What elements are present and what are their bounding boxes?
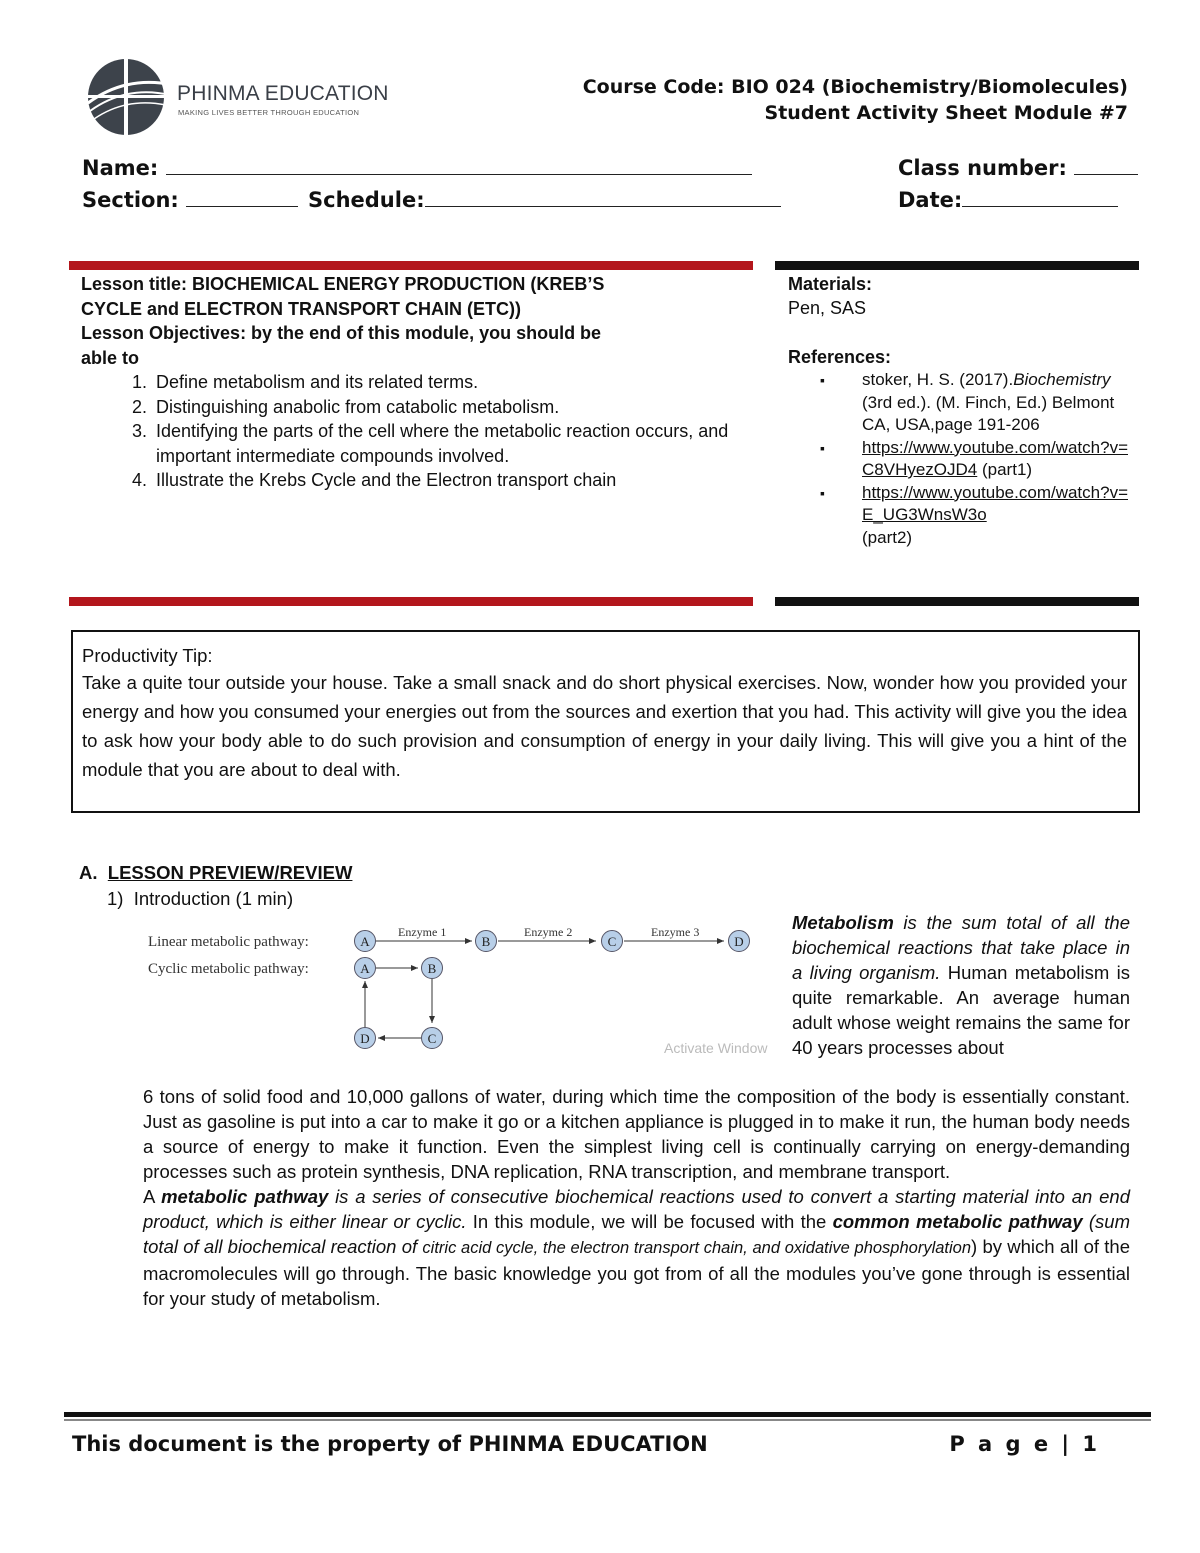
reference-text: stoker, H. S. (2017). — [862, 370, 1014, 389]
node-b: B — [481, 934, 491, 949]
common-pathway-term: common metabolic pathway — [832, 1211, 1083, 1232]
reference-item — [820, 437, 1133, 482]
page-number: P a g e | 1 — [949, 1432, 1100, 1456]
introduction-heading — [107, 888, 293, 910]
intro-number: 1) — [107, 888, 124, 909]
node-c: C — [607, 934, 617, 949]
footer-property-note: This document is the property of PHINMA EDUCATION — [72, 1432, 708, 1456]
node-b: B — [427, 961, 437, 976]
section-title: LESSON PREVIEW/REVIEW — [107, 862, 353, 883]
name-field[interactable] — [82, 156, 752, 180]
section-letter: A. — [79, 862, 98, 883]
node-a: A — [360, 961, 370, 976]
metabolic-pathway-def: is a series of consecutive biochemical reactions used to convert a starting material into an end product, which is either linear or cyclic. — [143, 1186, 1130, 1232]
logo-name: PHINMA EDUCATION — [177, 82, 389, 105]
lesson-panel — [81, 272, 741, 493]
schedule-label: Schedule: — [308, 188, 425, 212]
metabolic-pathway-diagram — [140, 920, 780, 1060]
cyclic-pathway-label: Cyclic metabolic pathway: — [148, 961, 309, 977]
node-d: D — [360, 1031, 370, 1046]
enzyme-label: Enzyme 1 — [398, 925, 447, 939]
lesson-title: Lesson title: BIOCHEMICAL ENERGY PRODUCTION (KREB’S — [81, 274, 605, 294]
tip-text: Take a quite tour outside your house. Take a small snack and do short physical exercises. Now, wonder how you provided your energy and how you consumed your energies out from the sources and exertion that you had. This activity will give you the idea to ask how your body able to do such provision and consumption of energy in your daily living. This will give you a hint of the module that you are about to deal with. — [82, 672, 1127, 780]
reference-suffix: (part1) — [977, 460, 1033, 479]
metabolic-pathway-article: A — [143, 1186, 162, 1207]
metabolism-definition — [792, 910, 1130, 1060]
linear-pathway-label: Linear metabolic pathway: — [148, 934, 309, 950]
metabolism-side-text: Human metabolism is quite remarkable. An average human adult whose weight remains the same for 40 years processes about — [792, 962, 1130, 1058]
objective-item: 4. Illustrate the Krebs Cycle and the Electron transport chain — [152, 468, 741, 493]
logo-tagline: MAKING LIVES BETTER THROUGH EDUCATION — [178, 108, 360, 117]
class-number-blank[interactable] — [1074, 173, 1138, 175]
date-label: Date: — [898, 188, 963, 212]
class-number-field[interactable] — [898, 156, 1138, 180]
class-number-label: Class number: — [898, 156, 1067, 180]
productivity-tip — [82, 644, 1127, 784]
metabolic-pathway-term: metabolic pathway — [161, 1186, 329, 1207]
reference-link-part1[interactable]: https://www.youtube.com/watch?v=C8VHyezOJD4 — [862, 437, 1128, 479]
reference-suffix: (part2) — [862, 527, 913, 547]
date-blank[interactable] — [962, 205, 1118, 207]
objectives-list — [81, 370, 741, 493]
metabolism-closing: by which all of the macromolecules will go through. The basic knowledge you got from of all the modules you’ve gone through is essential for your study of metabolism. — [143, 1236, 1130, 1309]
node-a: A — [360, 934, 370, 949]
module-focus-text: In this module, we will be focused with the — [466, 1211, 833, 1232]
name-blank[interactable] — [166, 173, 752, 175]
enzyme-label: Enzyme 2 — [524, 925, 573, 939]
lesson-objectives-heading: Lesson Objectives: by the end of this module, you should be — [81, 323, 602, 343]
materials-label: Materials: — [788, 274, 873, 294]
materials-panel — [788, 272, 1133, 549]
common-pathway-close: ) — [971, 1236, 978, 1257]
lesson-bottom-red-bar — [69, 597, 753, 606]
references-label: References: — [788, 347, 892, 367]
course-code: Course Code: BIO 024 (Biochemistry/Biomolecules) — [582, 76, 1128, 98]
objective-item: 3. Identifying the parts of the cell where the metabolic reaction occurs, and important intermediate compounds involved. — [152, 419, 741, 468]
reference-link-part2[interactable]: https://www.youtube.com/watch?v=E_UG3WnsW3o — [862, 482, 1128, 524]
materials-value: Pen, SAS — [788, 298, 867, 318]
common-pathway-components: citric acid cycle, the electron transport chain, and oxidative phosphorylation — [422, 1239, 972, 1257]
bullet-icon: ▪ — [820, 439, 825, 456]
node-c: C — [427, 1031, 437, 1046]
date-field[interactable] — [898, 188, 1118, 212]
section-field[interactable] — [82, 188, 298, 212]
section-label: Section: — [82, 188, 179, 212]
section-a-heading — [79, 862, 352, 884]
metabolism-def: is the sum total of all the biochemical reactions that take place in a living organism. — [792, 912, 1130, 983]
materials-top-black-bar — [775, 261, 1139, 270]
metabolism-paragraph: 6 tons of solid food and 10,000 gallons of water, during which time the composition of the body is essentially constant. Just as gasoline is put into a car to make it go or a kitchen appliance is plugged in to make it run, the human body needs a source of energy to make it function. Even the simplest living cell is continually carrying on energy-demanding processes such as protein synthesis, DNA replication, RNA transcription, and membrane transport. — [143, 1086, 1130, 1182]
footer-rule — [64, 1412, 1151, 1417]
reference-item — [820, 482, 1133, 550]
materials-bottom-black-bar — [775, 597, 1139, 606]
intro-label: Introduction (1 min) — [133, 888, 294, 909]
objective-item: 1. Define metabolism and its related terms. — [152, 370, 741, 395]
bullet-icon: ▪ — [820, 484, 825, 501]
references-list — [788, 369, 1133, 549]
reference-text-cont: (3rd ed.). (M. Finch, Ed.) Belmont CA, USA,page 191-206 — [862, 392, 1115, 434]
activate-windows-watermark: Activate Window — [664, 1040, 768, 1056]
footer-rule-shadow — [64, 1419, 1151, 1421]
lesson-top-red-bar — [69, 261, 753, 270]
node-d: D — [734, 934, 744, 949]
reference-item — [820, 369, 1133, 437]
name-label: Name: — [82, 156, 159, 180]
metabolism-term: Metabolism — [792, 912, 894, 933]
logo-globe-icon — [78, 55, 178, 135]
lesson-title-cont: CYCLE and ELECTRON TRANSPORT CHAIN (ETC)) — [81, 298, 521, 319]
metabolism-body — [143, 1084, 1130, 1311]
lesson-objectives-heading-cont: able to — [81, 347, 140, 368]
enzyme-label: Enzyme 3 — [651, 925, 700, 939]
sas-module-title: Student Activity Sheet Module #7 — [764, 102, 1128, 124]
common-pathway-def: (sum total of all biochemical reaction of — [143, 1211, 1130, 1257]
section-blank[interactable] — [186, 205, 298, 207]
objective-item: 2. Distinguishing anabolic from catabolic metabolism. — [152, 395, 741, 420]
schedule-field[interactable] — [308, 188, 781, 212]
schedule-blank[interactable] — [425, 205, 781, 207]
bullet-icon: ▪ — [820, 372, 825, 388]
reference-book-title: Biochemistry — [1013, 370, 1111, 389]
tip-label: Productivity Tip: — [82, 645, 213, 666]
